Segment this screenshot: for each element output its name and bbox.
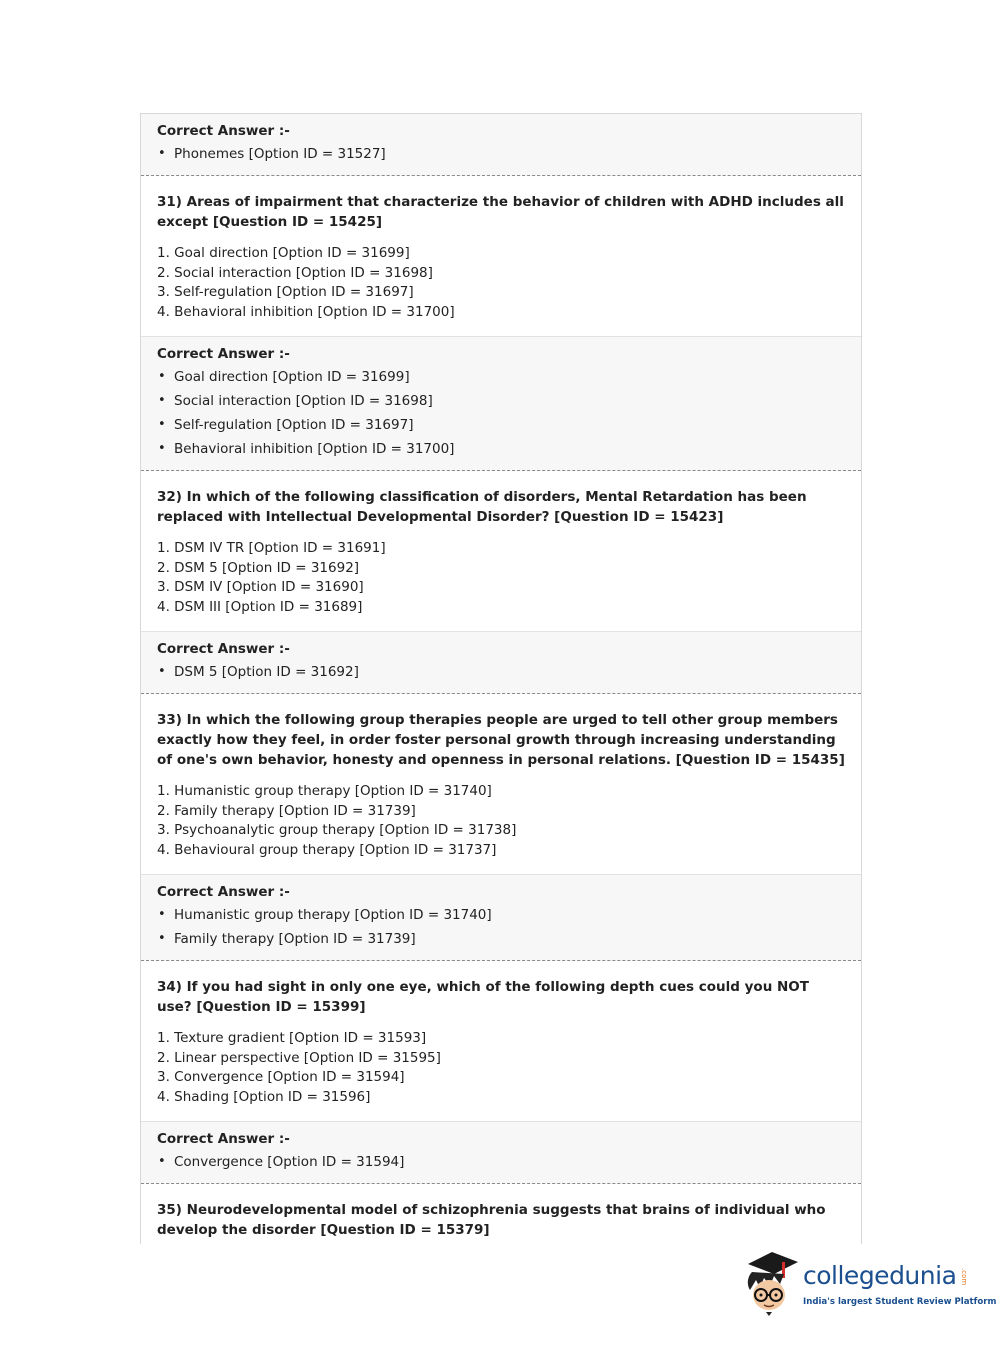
answer-list (157, 365, 845, 461)
answer-item: • Social interaction [Option ID = 31698] (157, 389, 845, 413)
answer-title: Correct Answer :- (157, 1131, 290, 1147)
answer-item: • Phonemes [Option ID = 31527] (157, 142, 845, 166)
logo-tagline: India's largest Student Review Platform (803, 1297, 997, 1307)
question-text: 35) Neurodevelopmental model of schizophrenia suggests that brains of individual who develop the disorder [Question ID = 15379] (157, 1202, 826, 1238)
answer-list (157, 903, 845, 951)
logo-wordmark: collegedunia (803, 1261, 957, 1290)
option-item: 2. DSM 5 [Option ID = 31692] (157, 559, 360, 576)
answer-item: • Self-regulation [Option ID = 31697] (157, 413, 845, 437)
option-item: 1. DSM IV TR [Option ID = 31691] (157, 540, 386, 556)
question-text: 31) Areas of impairment that characterize the behavior of children with ADHD includes all except [Question ID = 15425] (157, 194, 844, 230)
answer-item: • Family therapy [Option ID = 31739] (157, 927, 845, 951)
option-list (157, 782, 845, 860)
answer-title: Correct Answer :- (157, 346, 290, 362)
answer-item: • Goal direction [Option ID = 31699] (157, 365, 845, 389)
option-list (157, 244, 845, 322)
question-text: 34) If you had sight in only one eye, which of the following depth cues could you NOT use? [Question ID = 15399] (157, 979, 809, 1015)
option-list (157, 539, 845, 617)
answer-list (157, 660, 845, 684)
answer-block-32 (141, 632, 861, 694)
answer-item: • Humanistic group therapy [Option ID = 31740] (157, 903, 845, 927)
option-item: 4. Behavioural group therapy [Option ID = 31737] (157, 841, 497, 858)
option-item: 1. Humanistic group therapy [Option ID = 31740] (157, 783, 492, 799)
answer-block-34 (141, 1122, 861, 1184)
option-item: 2. Family therapy [Option ID = 31739] (157, 802, 416, 819)
answer-item: • Convergence [Option ID = 31594] (157, 1150, 845, 1174)
logo-suffix: .com (960, 1268, 968, 1286)
answer-item: • Behavioral inhibition [Option ID = 31700] (157, 437, 845, 461)
question-text: 33) In which the following group therapies people are urged to tell other group members exactly how they feel, in order foster personal growth through increasing understanding of one's own behavior, honesty and openness in personal relations. [Question ID = 15435] (157, 712, 845, 768)
answer-list (157, 142, 845, 166)
answer-block-30 (141, 114, 861, 176)
question-block-32 (141, 471, 861, 632)
answer-item: • DSM 5 [Option ID = 31692] (157, 660, 845, 684)
option-item: 3. Convergence [Option ID = 31594] (157, 1069, 405, 1085)
answer-title: Correct Answer :- (157, 123, 290, 139)
question-block-35 (141, 1184, 861, 1244)
option-item: 2. Social interaction [Option ID = 31698] (157, 264, 433, 281)
option-item: 3. Psychoanalytic group therapy [Option ID = 31738] (157, 822, 517, 838)
option-item: 4. Shading [Option ID = 31596] (157, 1088, 371, 1105)
answer-block-33 (141, 875, 861, 961)
answer-title: Correct Answer :- (157, 884, 290, 900)
collegedunia-logo[interactable] (742, 1250, 997, 1320)
option-item: 3. Self-regulation [Option ID = 31697] (157, 284, 414, 300)
student-mascot-icon (742, 1250, 802, 1316)
answer-title: Correct Answer :- (157, 641, 290, 657)
answer-list (157, 1150, 845, 1174)
option-item: 4. Behavioral inhibition [Option ID = 31700] (157, 303, 455, 320)
question-block-31 (141, 176, 861, 337)
answer-block-31 (141, 337, 861, 471)
option-item: 4. DSM III [Option ID = 31689] (157, 598, 363, 615)
option-item: 1. Texture gradient [Option ID = 31593] (157, 1030, 427, 1046)
question-text: 32) In which of the following classification of disorders, Mental Retardation has been replaced with Intellectual Developmental Disorder? [Question ID = 15423] (157, 489, 807, 525)
option-list (157, 1029, 845, 1107)
question-block-34 (141, 961, 861, 1122)
option-item: 1. Goal direction [Option ID = 31699] (157, 245, 410, 261)
option-item: 2. Linear perspective [Option ID = 31595] (157, 1049, 441, 1066)
option-item: 3. DSM IV [Option ID = 31690] (157, 579, 364, 595)
question-paper (140, 113, 862, 1244)
question-block-33 (141, 694, 861, 875)
